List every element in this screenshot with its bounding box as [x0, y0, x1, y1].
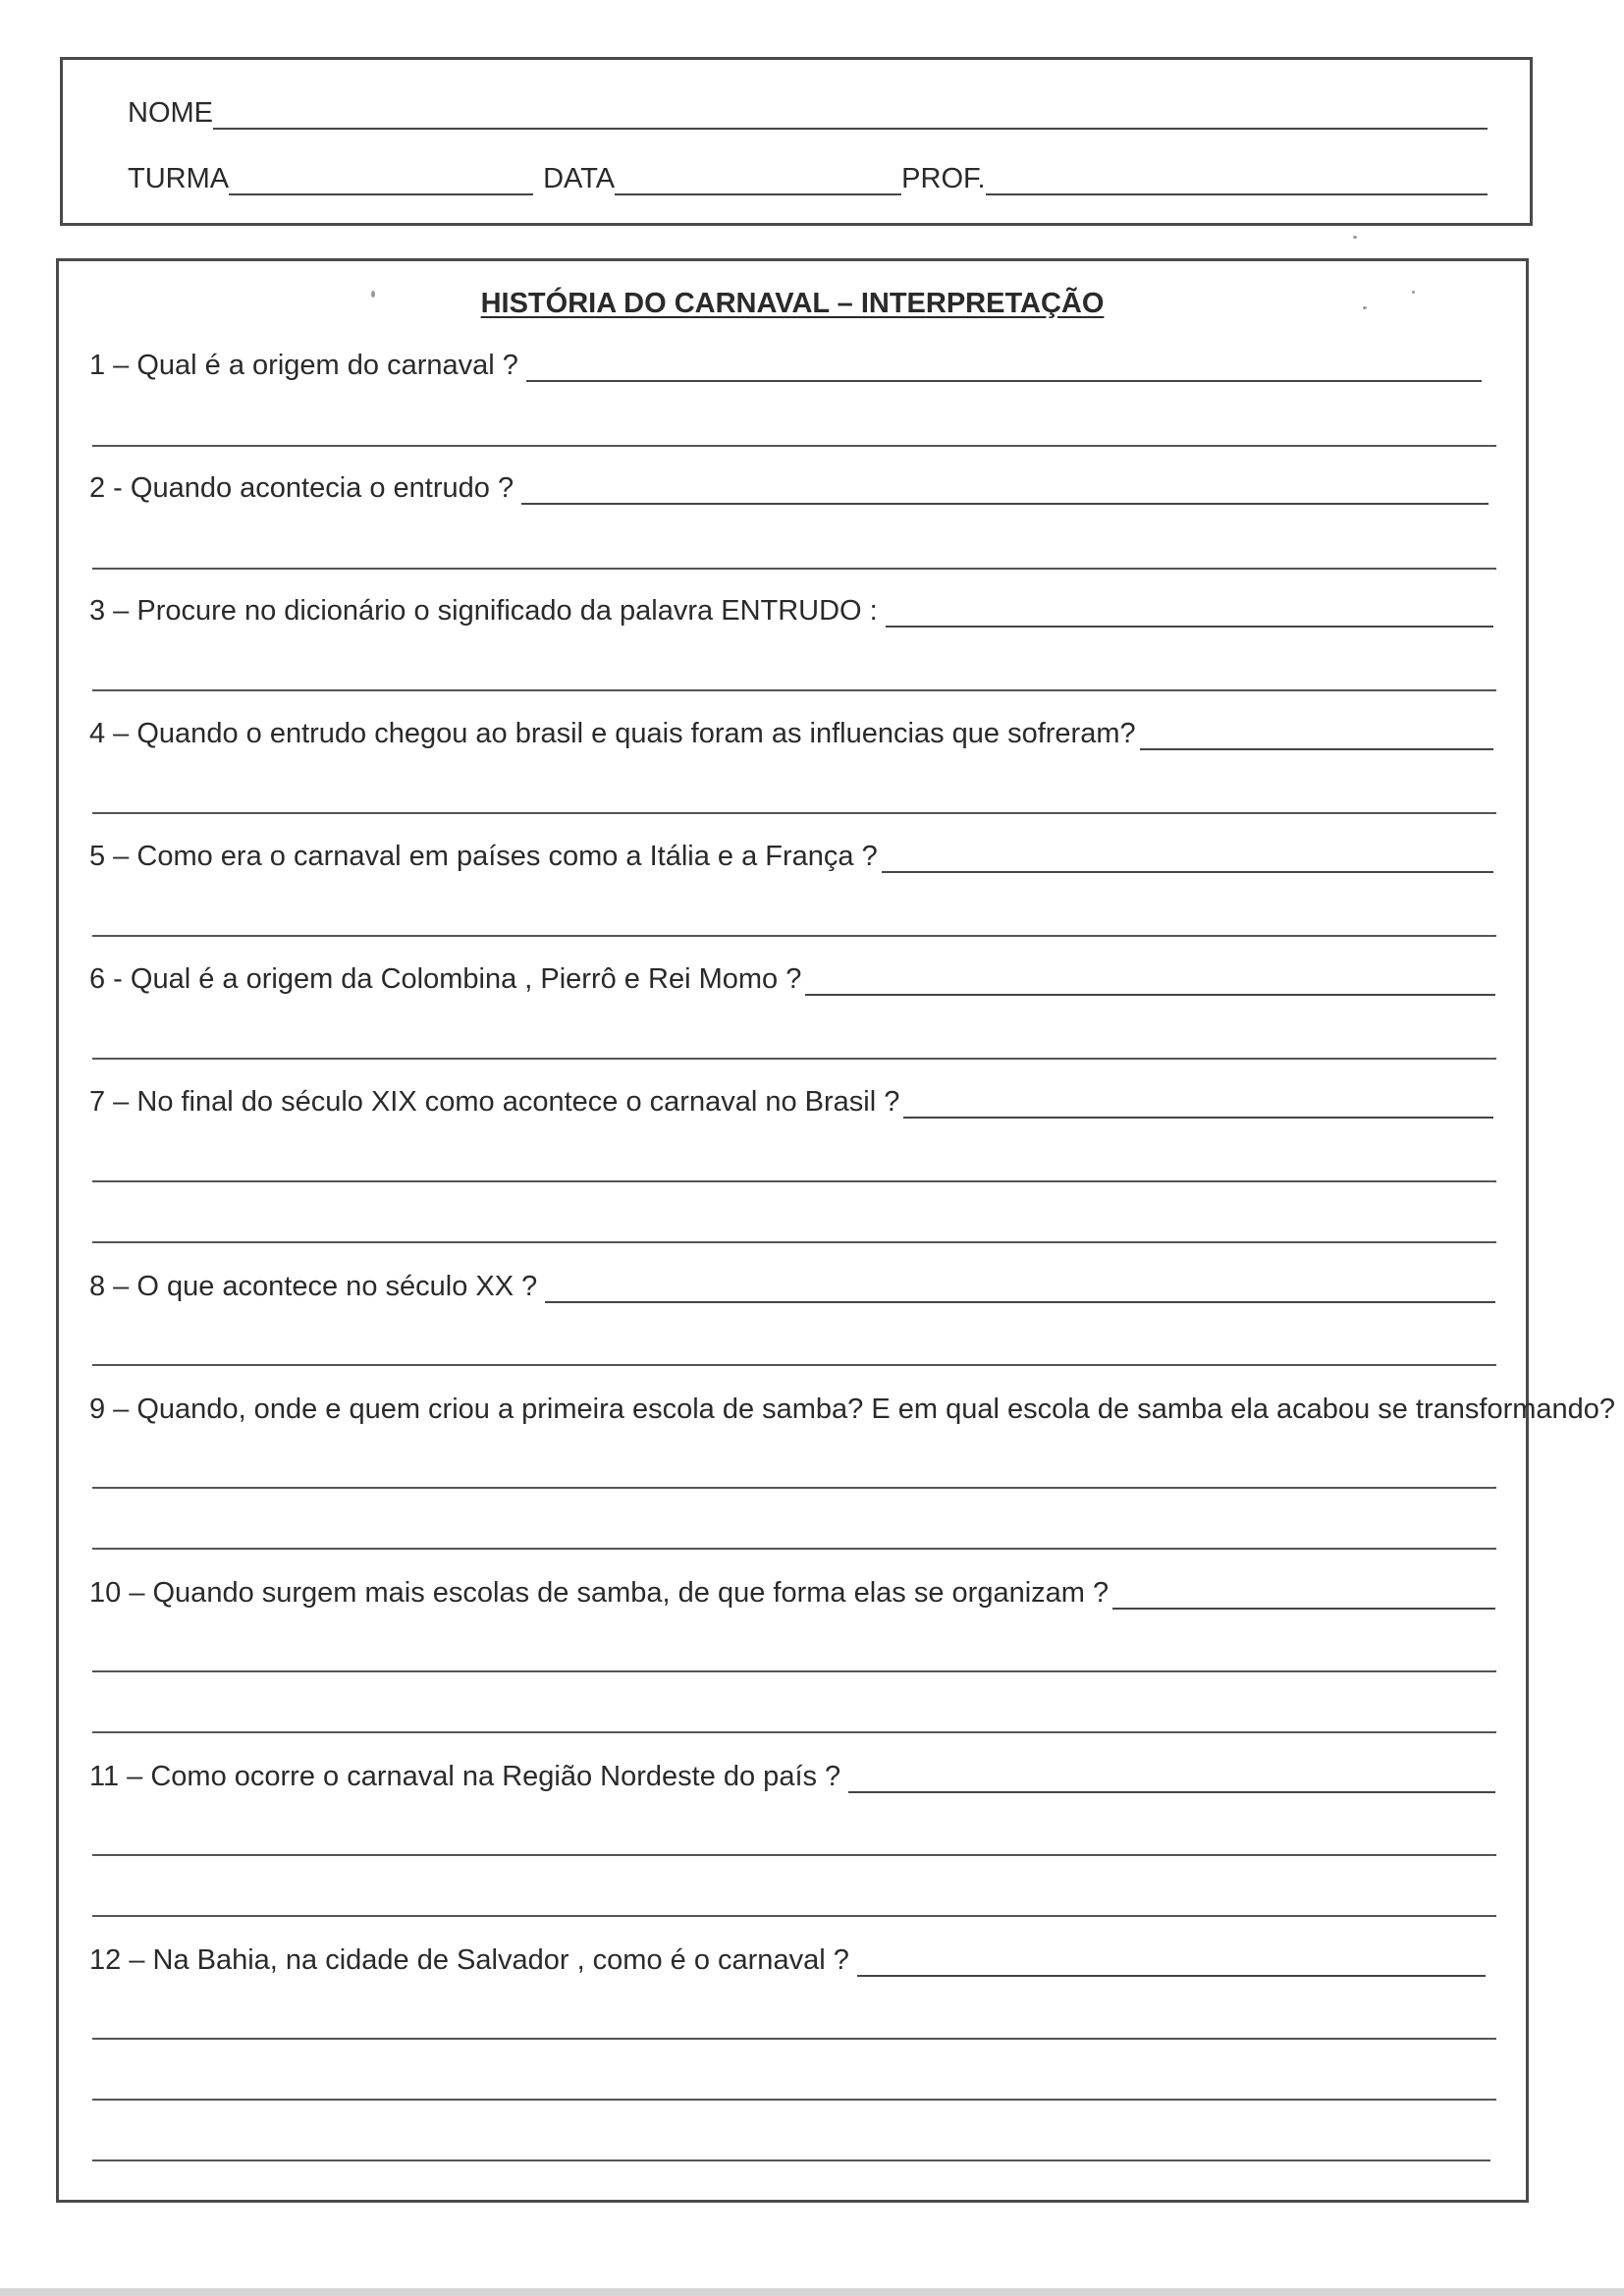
- question-text: 5 – Como era o carnaval em países como a Itália e a França ?: [89, 841, 878, 872]
- question-text: 12 – Na Bahia, na cidade de Salvador , como é o carnaval ?: [89, 1944, 849, 1976]
- question-5: [89, 843, 1493, 875]
- answer-line[interactable]: [92, 935, 1496, 937]
- answer-line[interactable]: [92, 2099, 1496, 2101]
- answer-line[interactable]: [92, 1364, 1496, 1366]
- question-text: 1 – Qual é a origem do carnaval ?: [89, 350, 518, 381]
- answer-line[interactable]: [886, 626, 1493, 628]
- scan-speck: [1412, 291, 1415, 294]
- scan-edge: [0, 2288, 1624, 2296]
- question-2: [89, 474, 1489, 507]
- answer-line[interactable]: [805, 994, 1495, 996]
- scan-speck: [1353, 236, 1357, 239]
- question-text: 2 - Quando acontecia o entrudo ?: [89, 472, 514, 504]
- class-date-teacher-row: [128, 165, 1488, 197]
- question-7: [89, 1088, 1493, 1121]
- answer-line[interactable]: [848, 1791, 1495, 1793]
- question-text: 4 – Quando o entrudo chegou ao brasil e quais foram as influencias que sofreram?: [89, 718, 1136, 749]
- teacher-label: PROF.: [901, 163, 986, 194]
- question-text: 8 – O que acontece no século XX ?: [89, 1271, 538, 1302]
- scan-speck: [1363, 306, 1367, 309]
- name-label: NOME: [128, 97, 213, 129]
- worksheet-box: [56, 258, 1616, 2203]
- question-text: 7 – No final do século XIX como acontece o carnaval no Brasil ?: [89, 1086, 900, 1118]
- question-text: 10 – Quando surgem mais escolas de samba, de que forma elas se organizam ?: [89, 1577, 1110, 1609]
- class-field[interactable]: [229, 193, 533, 195]
- question-3: [89, 597, 1493, 629]
- answer-line[interactable]: [92, 1058, 1496, 1060]
- answer-line[interactable]: [92, 689, 1496, 691]
- date-field[interactable]: [615, 193, 901, 195]
- question-text: 11 – Como ocorre o carnaval na Região Nordeste do país ?: [89, 1761, 841, 1792]
- answer-line[interactable]: [903, 1117, 1493, 1119]
- answer-line[interactable]: [1112, 1608, 1495, 1610]
- answer-line[interactable]: [521, 503, 1489, 505]
- answer-line[interactable]: [857, 1975, 1486, 1977]
- question-text: 6 - Qual é a origem da Colombina , Pierrô e Rei Momo ?: [89, 963, 802, 995]
- answer-line[interactable]: [526, 380, 1482, 382]
- question-10: [89, 1579, 1495, 1612]
- question-6: [89, 965, 1495, 998]
- answer-line[interactable]: [92, 1854, 1496, 1856]
- answer-line[interactable]: [92, 1670, 1496, 1672]
- question-text: 3 – Procure no dicionário o significado da palavra ENTRUDO :: [89, 595, 878, 627]
- date-label: DATA: [543, 163, 616, 194]
- question-8: [89, 1273, 1495, 1305]
- answer-line[interactable]: [92, 1915, 1496, 1917]
- name-row: [128, 99, 1488, 132]
- worksheet-title: HISTÓRIA DO CARNAVAL – INTERPRETAÇÃO: [480, 288, 1105, 319]
- answer-line[interactable]: [92, 445, 1496, 447]
- student-info-box: [60, 57, 1533, 226]
- class-label: TURMA: [128, 163, 230, 194]
- question-9: [89, 1394, 1616, 1428]
- scan-speck: [371, 291, 375, 298]
- answer-line[interactable]: [1140, 748, 1493, 750]
- answer-line[interactable]: [92, 1731, 1496, 1733]
- answer-line[interactable]: [92, 1180, 1496, 1182]
- teacher-field[interactable]: [986, 193, 1488, 195]
- question-1: [89, 352, 1482, 384]
- question-12: [89, 1946, 1486, 1979]
- answer-line[interactable]: [92, 1548, 1496, 1550]
- answer-line[interactable]: [92, 2038, 1496, 2040]
- answer-line[interactable]: [92, 1487, 1496, 1489]
- answer-line[interactable]: [92, 812, 1496, 814]
- answer-line[interactable]: [92, 2159, 1490, 2161]
- answer-line[interactable]: [882, 871, 1493, 873]
- question-4: [89, 720, 1493, 752]
- question-text: 9 – Quando, onde e quem criou a primeira escola de samba? E em qual escola de samba ela acabou se transformando?: [89, 1394, 1616, 1425]
- answer-line[interactable]: [92, 568, 1496, 570]
- name-field[interactable]: [213, 128, 1488, 130]
- question-11: [89, 1763, 1495, 1795]
- answer-line[interactable]: [92, 1241, 1496, 1243]
- answer-line[interactable]: [545, 1301, 1495, 1303]
